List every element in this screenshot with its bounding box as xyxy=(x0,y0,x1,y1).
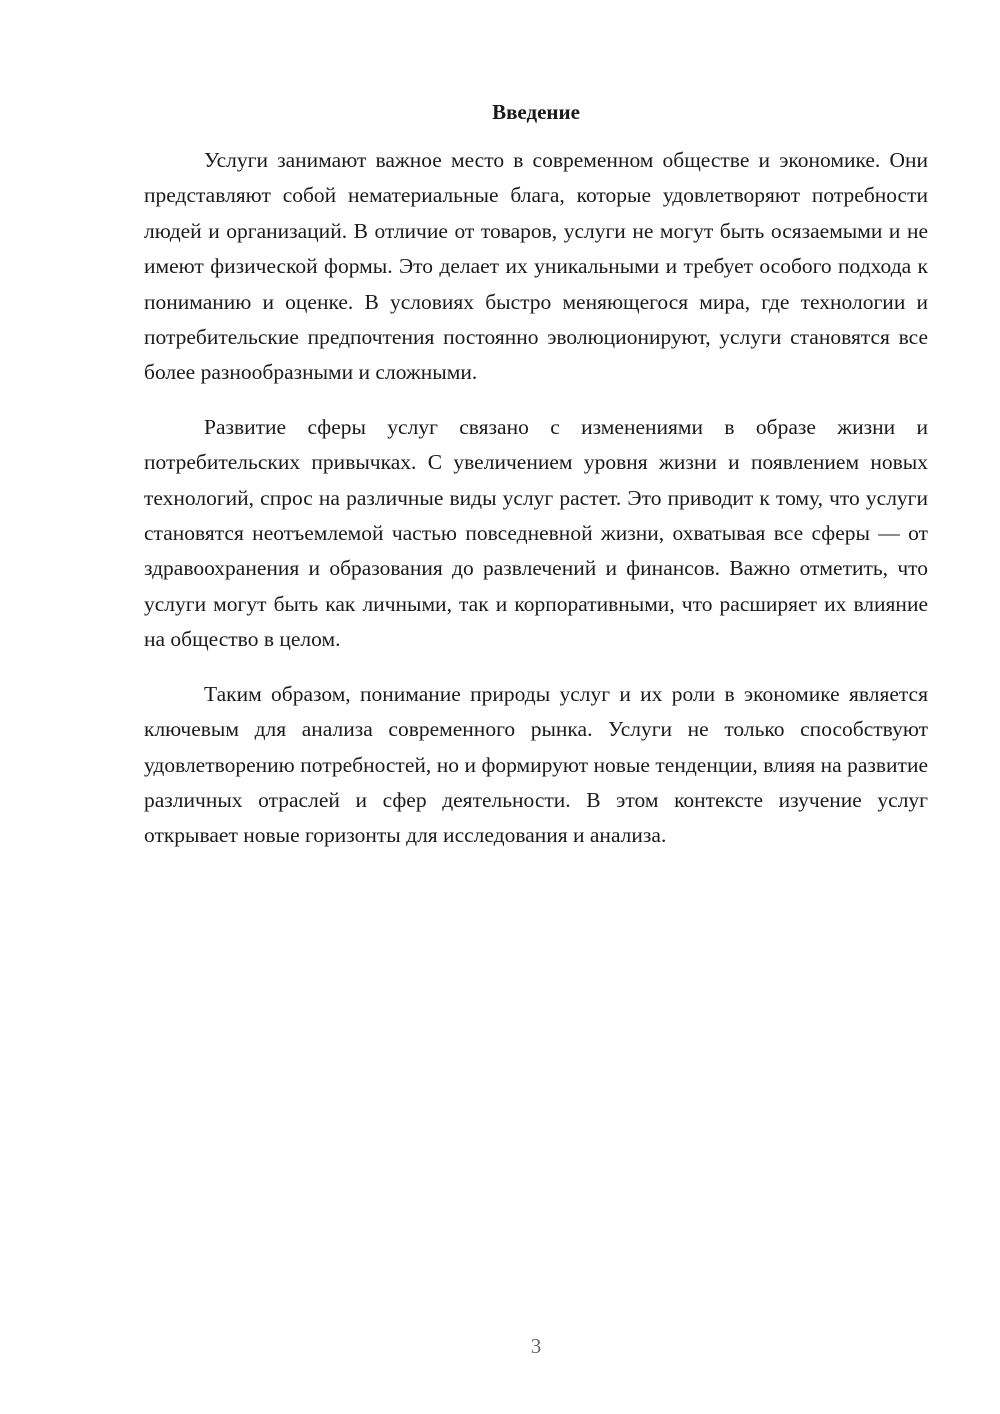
section-heading: Введение xyxy=(492,100,580,124)
body-text xyxy=(144,143,928,873)
page-number: 3 xyxy=(530,1334,542,1358)
paragraph-1: Услуги занимают важное место в современном обществе и экономике. Они представляют собой нематериальные блага, которые удовлетворяют потребности людей и организаций. В отличие от товаров, услуги не могут быть осязаемыми и не имеют физической формы. Это делает их уникальными и требует особого подхода к пониманию и оценке. В условиях быстро меняющегося мира, где технологии и потребительские предпочтения постоянно эволюционируют, услуги становятся все более разнообразными и сложными. xyxy=(144,148,928,385)
paragraph-2: Развитие сферы услуг связано с изменениями в образе жизни и потребительских привычках. С увеличением уровня жизни и появлением новых технологий, спрос на различные виды услуг растет. Это приводит к тому, что услуги становятся неотъемлемой частью повседневной жизни, охватывая все сферы — от здравоохранения и образования до развлечений и финансов. Важно отметить, что услуги могут быть как личными, так и корпоративными, что расширяет их влияние на общество в целом. xyxy=(144,414,928,652)
paragraph-3: Таким образом, понимание природы услуг и их роли в экономике является ключевым для анализа современного рынка. Услуги не только способствуют удовлетворению потребностей, но и формируют новые тенденции, влияя на развитие различных отраслей и сфер деятельности. В этом контексте изучение услуг открывает новые горизонты для исследования и анализа. xyxy=(144,681,928,848)
